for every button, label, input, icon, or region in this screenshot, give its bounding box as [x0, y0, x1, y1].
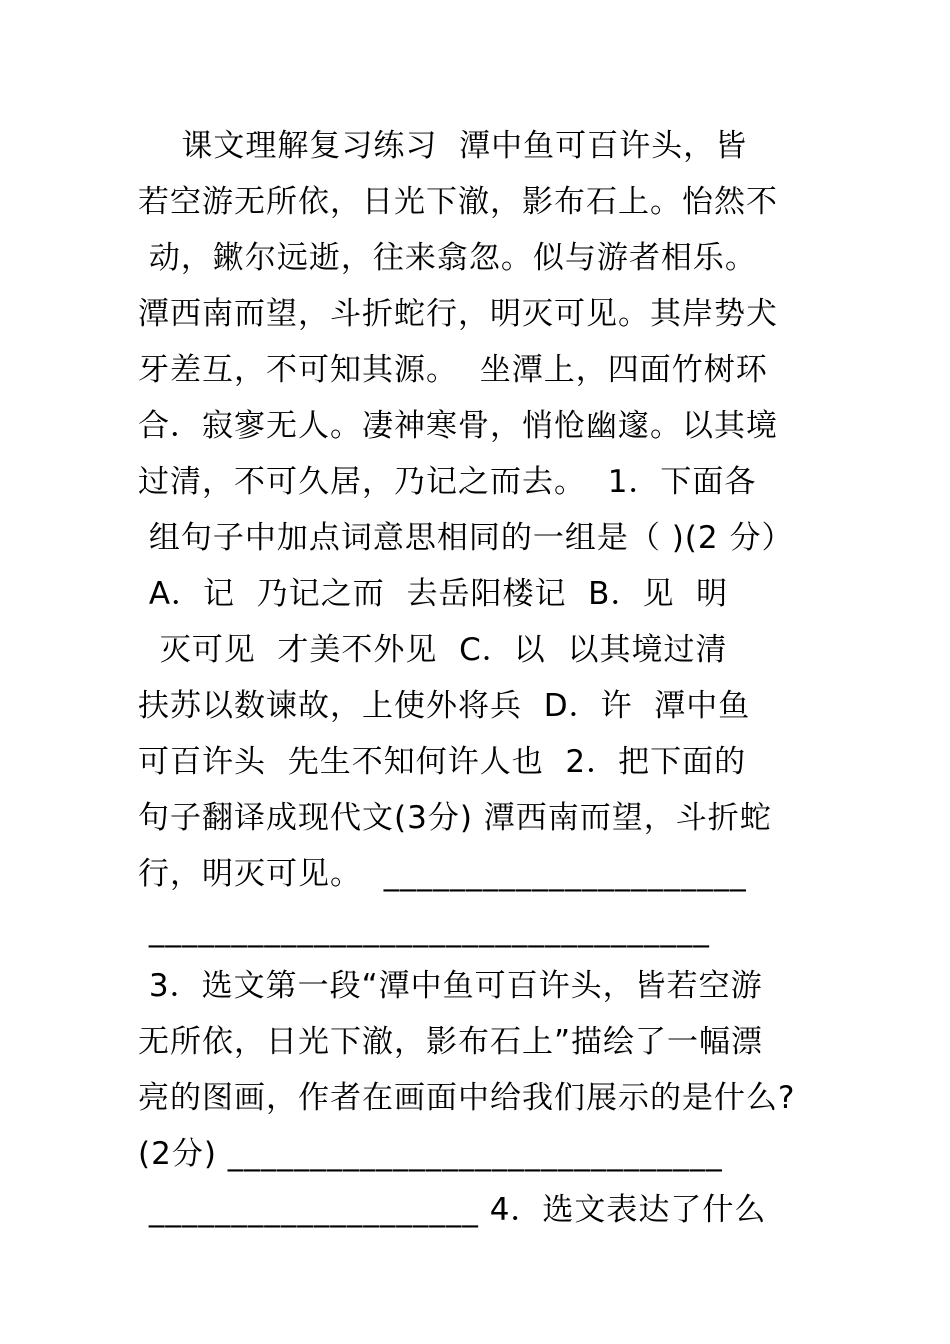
text-line: 亮的图画，作者在画面中给我们展示的是什么?	[138, 1080, 796, 1116]
text-line: 句子翻译成现代文(3分) 潭西南而望，斗折蛇	[138, 800, 772, 836]
text-line: 3．选文第一段“潭中鱼可百许头，皆若空游	[138, 968, 763, 1004]
text-line: 课文理解复习练习 潭中鱼可百许头，皆	[138, 128, 748, 164]
text-line: 组句子中加点词意思相同的一组是（ )(2 分）	[138, 520, 794, 556]
text-line: 无所依，日光下澈，影布石上”描绘了一幅漂	[138, 1024, 764, 1060]
text-line: 过清，不可久居，乃记之而去。 1．下面各	[138, 464, 757, 500]
text-line: 灭可见 才美不外见 C．以 以其境过清	[138, 632, 728, 668]
text-line: (2分) ______________________________	[138, 1136, 723, 1172]
text-line: __________________________________	[138, 912, 710, 948]
text-line: 牙差互，不可知其源。 坐潭上，四面竹树环	[138, 352, 768, 388]
text-line: ____________________ 4．选文表达了什么	[138, 1192, 767, 1228]
text-line: A．记 乃记之而 去岳阳楼记 B．见 明	[138, 576, 729, 612]
text-line: 动，鏉尔远逝，往来翕忽。似与游者相乐。	[138, 240, 757, 276]
text-line: 若空游无所依，日光下澈，影布石上。怡然不	[138, 184, 778, 220]
text-line: 合．寂寥无人。凄神寒骨，悄怆幽邃。以其境	[138, 408, 778, 444]
text-line: 行，明灭可见。 ______________________	[138, 856, 747, 892]
text-line: 扶苏以数谏故，上使外将兵 D．许 潭中鱼	[138, 688, 751, 724]
text-line: 潭西南而望，斗折蛇行，明灭可见。其岸势犬	[138, 296, 778, 332]
text-line: 可百许头 先生不知何许人也 2．把下面的	[138, 744, 747, 780]
